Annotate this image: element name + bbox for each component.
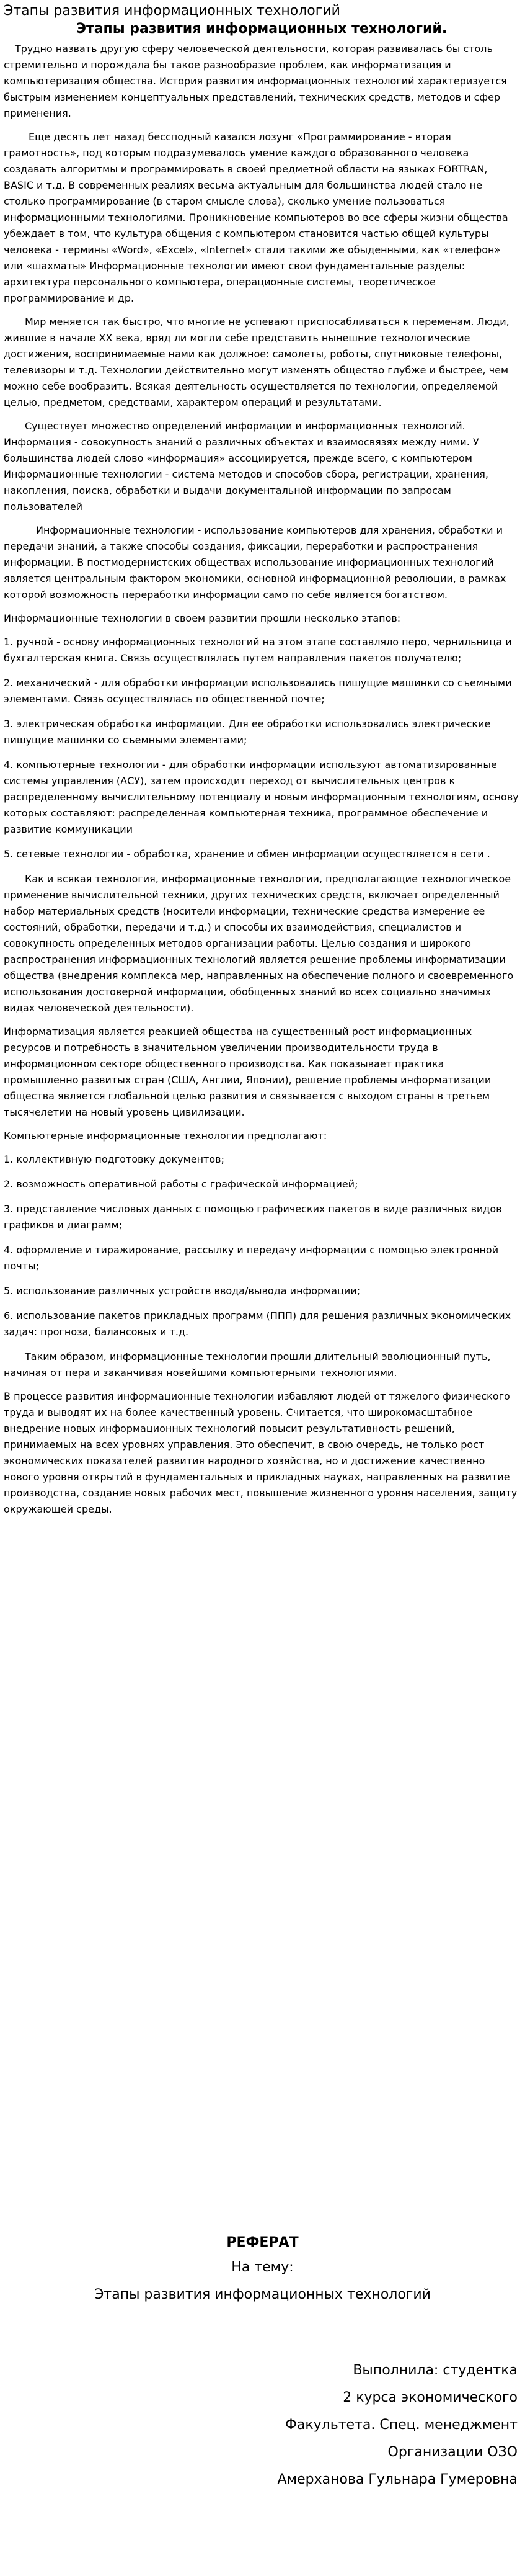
cover-page	[0, 2234, 525, 2487]
document-title: Этапы развития информационных технологий	[4, 3, 340, 19]
cover-subtitle: На тему:	[231, 2260, 294, 2275]
assumption-item: 6. использование пакетов прикладных программ (ППП) для решения различных экономических задач: прогноза, балансовых и т.д.	[4, 1310, 511, 1338]
stage-item: 4. компьютерные технологии - для обработки информации используют автоматизированные системы управления (АСУ), затем происходит переход от вычислительных центров к распределенному вычислительному потенциалу и новым информационным технологиям, основу которых составляют: распределенная компьютерная техника, программное обеспечение и развитие коммуникации	[4, 759, 519, 835]
assumption-item: 3. представление числовых данных с помощью графических пакетов в виде различных видов графиков и диаграмм;	[4, 1203, 502, 1231]
paragraph-programming-literacy: Еще десять лет назад бессподный казался лозунг «Программирование - вторая грамотность», под которым подразумевалось умение каждого образованного человека создавать алгоритмы и программировать в своей предметной области на языках FORTRAN, BASIC и т.д. В современных реалиях весьма актуальным для большинства людей стало не столько программирование (в старом смысле слова), сколько умение пользоваться информационными технологиями. Проникновение компьютеров во все сферы жизни общества убеждает в том, что культура общения с компьютером становится частью общей культуры человека - термины «Word», «Excel», «Internet» стали такими же обыденными, как «телефон» или «шахматы» Информационные технологии имеют свои фундаментальные разделы: архитектура персонального компьютера, операционные системы, теоретическое программирование и др.	[4, 131, 508, 304]
paragraph-stages-intro: Информационные технологии в своем развитии прошли несколько этапов:	[4, 612, 401, 624]
author-block	[277, 2361, 518, 2498]
essay-heading: Этапы развития информационных технологий.	[76, 21, 448, 37]
paragraph-conclusion-path: Таким образом, информационные технологии прошли длительный эволюционный путь, начиная от пера и заканчивая новейшими компьютерными технологиями.	[4, 1351, 491, 1379]
author-line: Факультета. Спец. менеджмент	[285, 2417, 518, 2433]
stage-item: 5. сетевые технологии - обработка, хранение и обмен информации осуществляется в сети .	[4, 848, 490, 860]
paragraph-intro: Трудно назвать другую сферу человеческой деятельности, которая развивалась бы столь стремительно и порождала бы такое разнообразие проблем, как информатизация и компьютеризация общества. История развития информационных технологий характеризуется быстрым изменением концептуальных представлений, технических средств, методов и сфер применения.	[4, 43, 507, 119]
author-line: Выполнила: студентка	[353, 2363, 518, 2378]
assumption-item: 2. возможность оперативной работы с графической информацией;	[4, 1178, 358, 1190]
assumption-item: 5. использование различных устройств ввода/вывода информации;	[4, 1285, 361, 1297]
paragraph-world-changes: Мир меняется так быстро, что многие не успевают приспосабливаться к переменам. Люди, жившие в начале XX века, вряд ли могли себе представить нынешние технологические достижения, воспринимаемые нами как должное: самолеты, роботы, спутниковые телефоны, телевизоры и т.д. Технологии действительно могут изменять общество глубже и быстрее, чем можно себе вообразить. Всякая деятельность осуществляется по технологии, определяемой целью, предметом, средствами, характером операций и результатами.	[4, 316, 510, 408]
paragraph-conclusion: В процессе развития информационные технологии избавляют людей от тяжелого физического труда и выводят их на более качественный уровень. Считается, что широкомасштабное внедрение новых информационных технологий повысит результативность решений, принимаемых на всех уровнях управления. Это обеспечит, в свою очередь, не только рост экономических показателей развития народного хозяйства, но и достижение качественно нового уровня открытий в фундаментальных и прикладных науках, направленных на развитие производства, создание новых рабочих мест, повышение жизненного уровня населения, защиту окружающей среды.	[4, 1390, 518, 1515]
paragraph-it-usage: Информационные технологии - использование компьютеров для хранения, обработки и передачи знаний, а также способы создания, фиксации, переработки и распространения информации. В постмодернистских обществах использование информационных технологий является центральным фактором экономики, основной информационной революции, в рамках которой возможность переработки информации само по себе является богатством.	[4, 524, 506, 601]
author-line: Амерханова Гульнара Гумеровна	[277, 2472, 518, 2487]
cover-topic: Этапы развития информационных технологий	[94, 2287, 431, 2302]
paragraph-definitions: Существует множество определений информации и информационных технологий. Информация - совокупность знаний о различных объектах и взаимосвязях между ними. У большинства людей слово «информация» ассоциируется, прежде всего, с компьютером Информационные технологии - система методов и способов сбора, регистрации, хранения, накопления, поиска, обработки и выдачи документальной информации по запросам пользователей	[4, 420, 488, 512]
paragraph-technology-means: Как и всякая технология, информационные технологии, предполагающие технологическое применение вычислительной техники, других технических средств, включает определенный набор материальных средств (носители информации, технические средства измерение ее состояний, обработки, передачи и т.д.) и способы их взаимодействия, специалистов и совокупность определенных методов организации работы. Целью создания и широкого распространения информационных технологий является решение проблемы информатизации общества (внедрения комплекса мер, направленных на обеспечение полного и своевременного использования достоверной информации, обобщенных знаний во всех социально значимых видах человеческой деятельности).	[4, 873, 514, 1014]
stage-item: 1. ручной - основу информационных технологий на этом этапе составляло перо, чернильница и бухгалтерская книга. Связь осуществлялась путем направления пакетов получателю;	[4, 636, 512, 664]
assumption-item: 4. оформление и тиражирование, рассылку и передачу информации с помощью электронной почты;	[4, 1244, 499, 1272]
paragraph-informatization: Информатизация является реакцией общества на существенный рост информационных ресурсов и потребность в значительном увеличении производительности труда в информационном секторе общественного производства. Как показывает практика промышленно развитых стран (США, Англии, Японии), решение проблемы информатизации общества является глобальной целью развития и связывается с выходом страны в третьем тысячелетии на новый уровень цивилизации.	[4, 1026, 492, 1118]
author-line: 2 курса экономического	[343, 2390, 518, 2405]
paragraph-assumptions-intro: Компьютерные информационные технологии предполагают:	[4, 1130, 327, 1142]
cover-title: РЕФЕРАТ	[226, 2235, 299, 2250]
essay-body	[4, 2, 519, 1525]
assumption-item: 1. коллективную подготовку документов;	[4, 1153, 224, 1165]
author-line: Организации ОЗО	[387, 2444, 518, 2460]
stage-item: 3. электрическая обработка информации. Для ее обработки использовались электрические пишущие машинки со съемными элементами;	[4, 718, 491, 746]
stage-item: 2. механический - для обработки информации использовались пишущие машинки со съемными элементами. Связь осуществлялась по общественной почте;	[4, 677, 512, 705]
